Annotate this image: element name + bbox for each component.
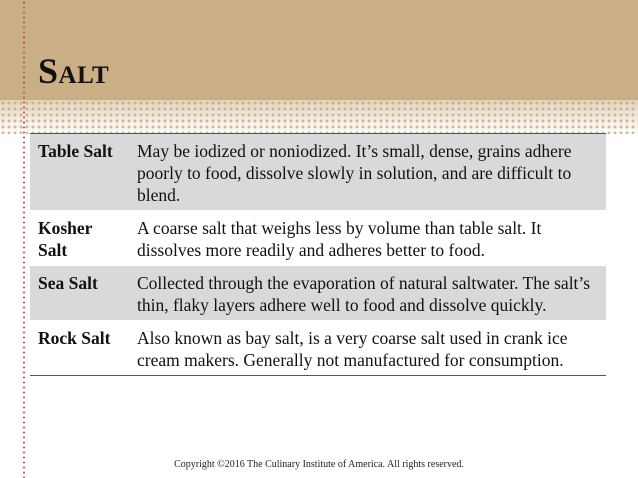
table-row xyxy=(30,321,606,376)
salt-description: May be iodized or noniodized. It’s small, dense, grains adhere poorly to food, dissolve slowly in solution, and are difficult to blend. xyxy=(129,134,606,211)
copyright-footer: Copyright ©2016 The Culinary Institute of America. All rights reserved. xyxy=(174,459,464,470)
salt-name: Sea Salt xyxy=(30,266,129,321)
salt-description: A coarse salt that weighs less by volume than table salt. It dissolves more readily and adheres better to food. xyxy=(129,211,606,266)
salt-name: Kosher Salt xyxy=(30,211,129,266)
salt-name: Rock Salt xyxy=(30,321,129,376)
table-row xyxy=(30,211,606,266)
salt-description: Also known as bay salt, is a very coarse salt used in crank ice cream makers. Generally not manufactured for consumption. xyxy=(129,321,606,376)
slide-title: Salt xyxy=(38,51,110,91)
table-row xyxy=(30,266,606,321)
table-row xyxy=(30,134,606,211)
salt-types-table xyxy=(30,133,606,376)
header-dot-pattern xyxy=(0,100,638,134)
salt-name: Table Salt xyxy=(30,134,129,211)
left-dotted-margin xyxy=(23,0,25,478)
salt-description: Collected through the evaporation of natural saltwater. The salt’s thin, flaky layers adhere well to food and dissolve quickly. xyxy=(129,266,606,321)
